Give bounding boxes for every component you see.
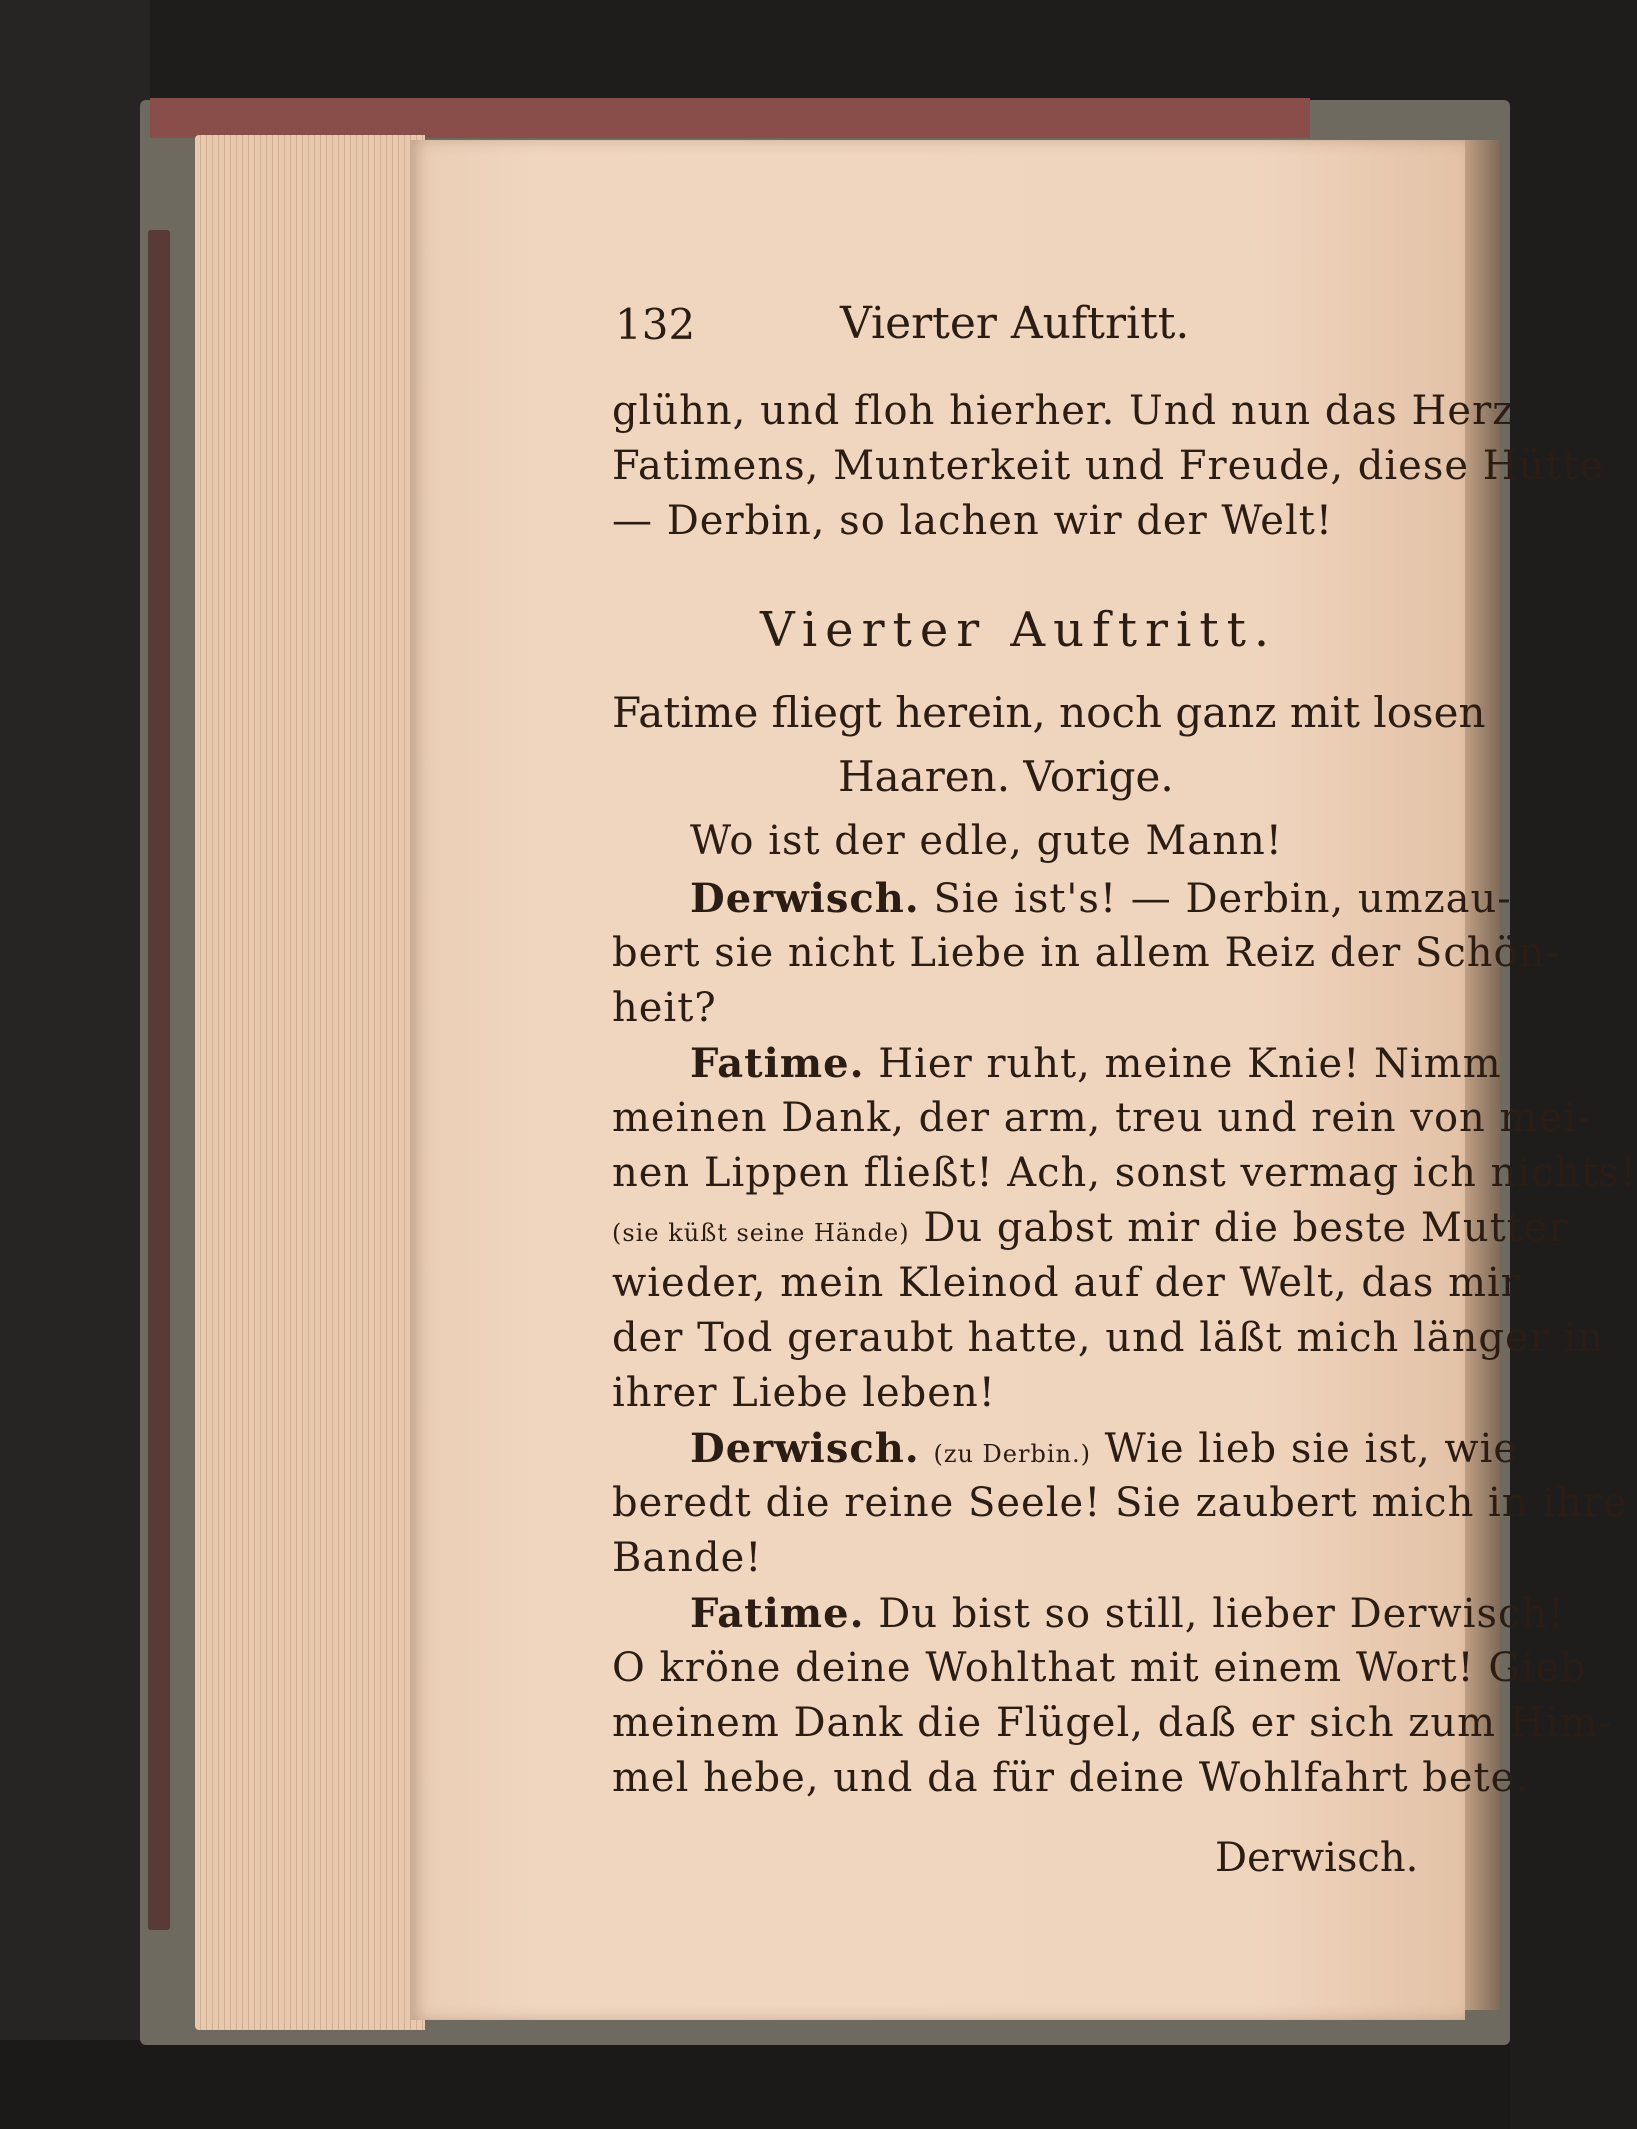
dialogue-line [690, 875, 1512, 922]
text-line: bert sie nicht Liebe in allem Reiz der Schön- [612, 930, 1560, 976]
text-line: Wo ist der edle, gute Mann! [690, 818, 1283, 864]
text-line: nen Lippen fließt! Ach, sonst vermag ich nichts! [612, 1150, 1637, 1196]
stage-note: (sie küßt seine Hände) [612, 1219, 910, 1247]
dialogue-text: Hier ruht, meine Knie! Nimm [878, 1041, 1502, 1087]
text-line: meinen Dank, der arm, treu und rein von mei- [612, 1095, 1592, 1141]
text-line: glühn, und floh hierher. Und nun das Herz [612, 388, 1515, 434]
text-line: mel hebe, und da für deine Wohlfahrt bete. [612, 1755, 1529, 1801]
book-cover-edge [150, 98, 1310, 138]
page-stack-edges [195, 135, 425, 2030]
dialogue-line [690, 1040, 1502, 1087]
speaker-name: Fatime. [690, 1590, 865, 1637]
stage-direction-line: Haaren. Vorige. [838, 752, 1174, 801]
catchword: Derwisch. [1215, 1835, 1419, 1881]
dialogue-text: Sie ist's! — Derbin, umzau- [933, 876, 1512, 922]
dialogue-line [612, 1205, 1569, 1251]
dialogue-line [690, 1425, 1518, 1472]
running-title: Vierter Auftritt. [840, 298, 1190, 349]
speaker-name: Derwisch. [690, 1425, 920, 1472]
text-line: der Tod geraubt hatte, und läßt mich länger in [612, 1315, 1605, 1361]
book-spine-cloth [148, 230, 170, 1930]
speaker-name: Derwisch. [690, 875, 920, 922]
dialogue-text: Du gabst mir die beste Mutter [923, 1205, 1569, 1251]
page-number: 132 [615, 300, 696, 349]
stage-note: (zu Derbin.) [933, 1440, 1091, 1468]
background-bottom [0, 2040, 1510, 2129]
text-line: Fatimens, Munterkeit und Freude, diese Hütte [612, 443, 1605, 489]
text-line: wieder, mein Kleinod auf der Welt, das mir [612, 1260, 1521, 1306]
scene-title: Vierter Auftritt. [760, 602, 1278, 658]
text-line: Bande! [612, 1535, 763, 1581]
dialogue-text: Wie lieb sie ist, wie [1104, 1426, 1519, 1472]
text-line: meinem Dank die Flügel, daß er sich zum Him- [612, 1700, 1613, 1746]
dialogue-line [690, 1590, 1565, 1637]
text-line: — Derbin, so lachen wir der Welt! [612, 498, 1333, 544]
text-line: O kröne deine Wohlthat mit einem Wort! Gieb [612, 1645, 1587, 1691]
dialogue-text: Du bist so still, lieber Derwisch! [878, 1591, 1566, 1637]
text-line: beredt die reine Seele! Sie zaubert mich in ihre [612, 1480, 1628, 1526]
text-line: heit? [612, 985, 717, 1031]
stage-direction-line: Fatime fliegt herein, noch ganz mit losen [612, 688, 1486, 737]
background-left [0, 0, 150, 2129]
text-line: ihrer Liebe leben! [612, 1370, 996, 1416]
speaker-name: Fatime. [690, 1040, 865, 1087]
